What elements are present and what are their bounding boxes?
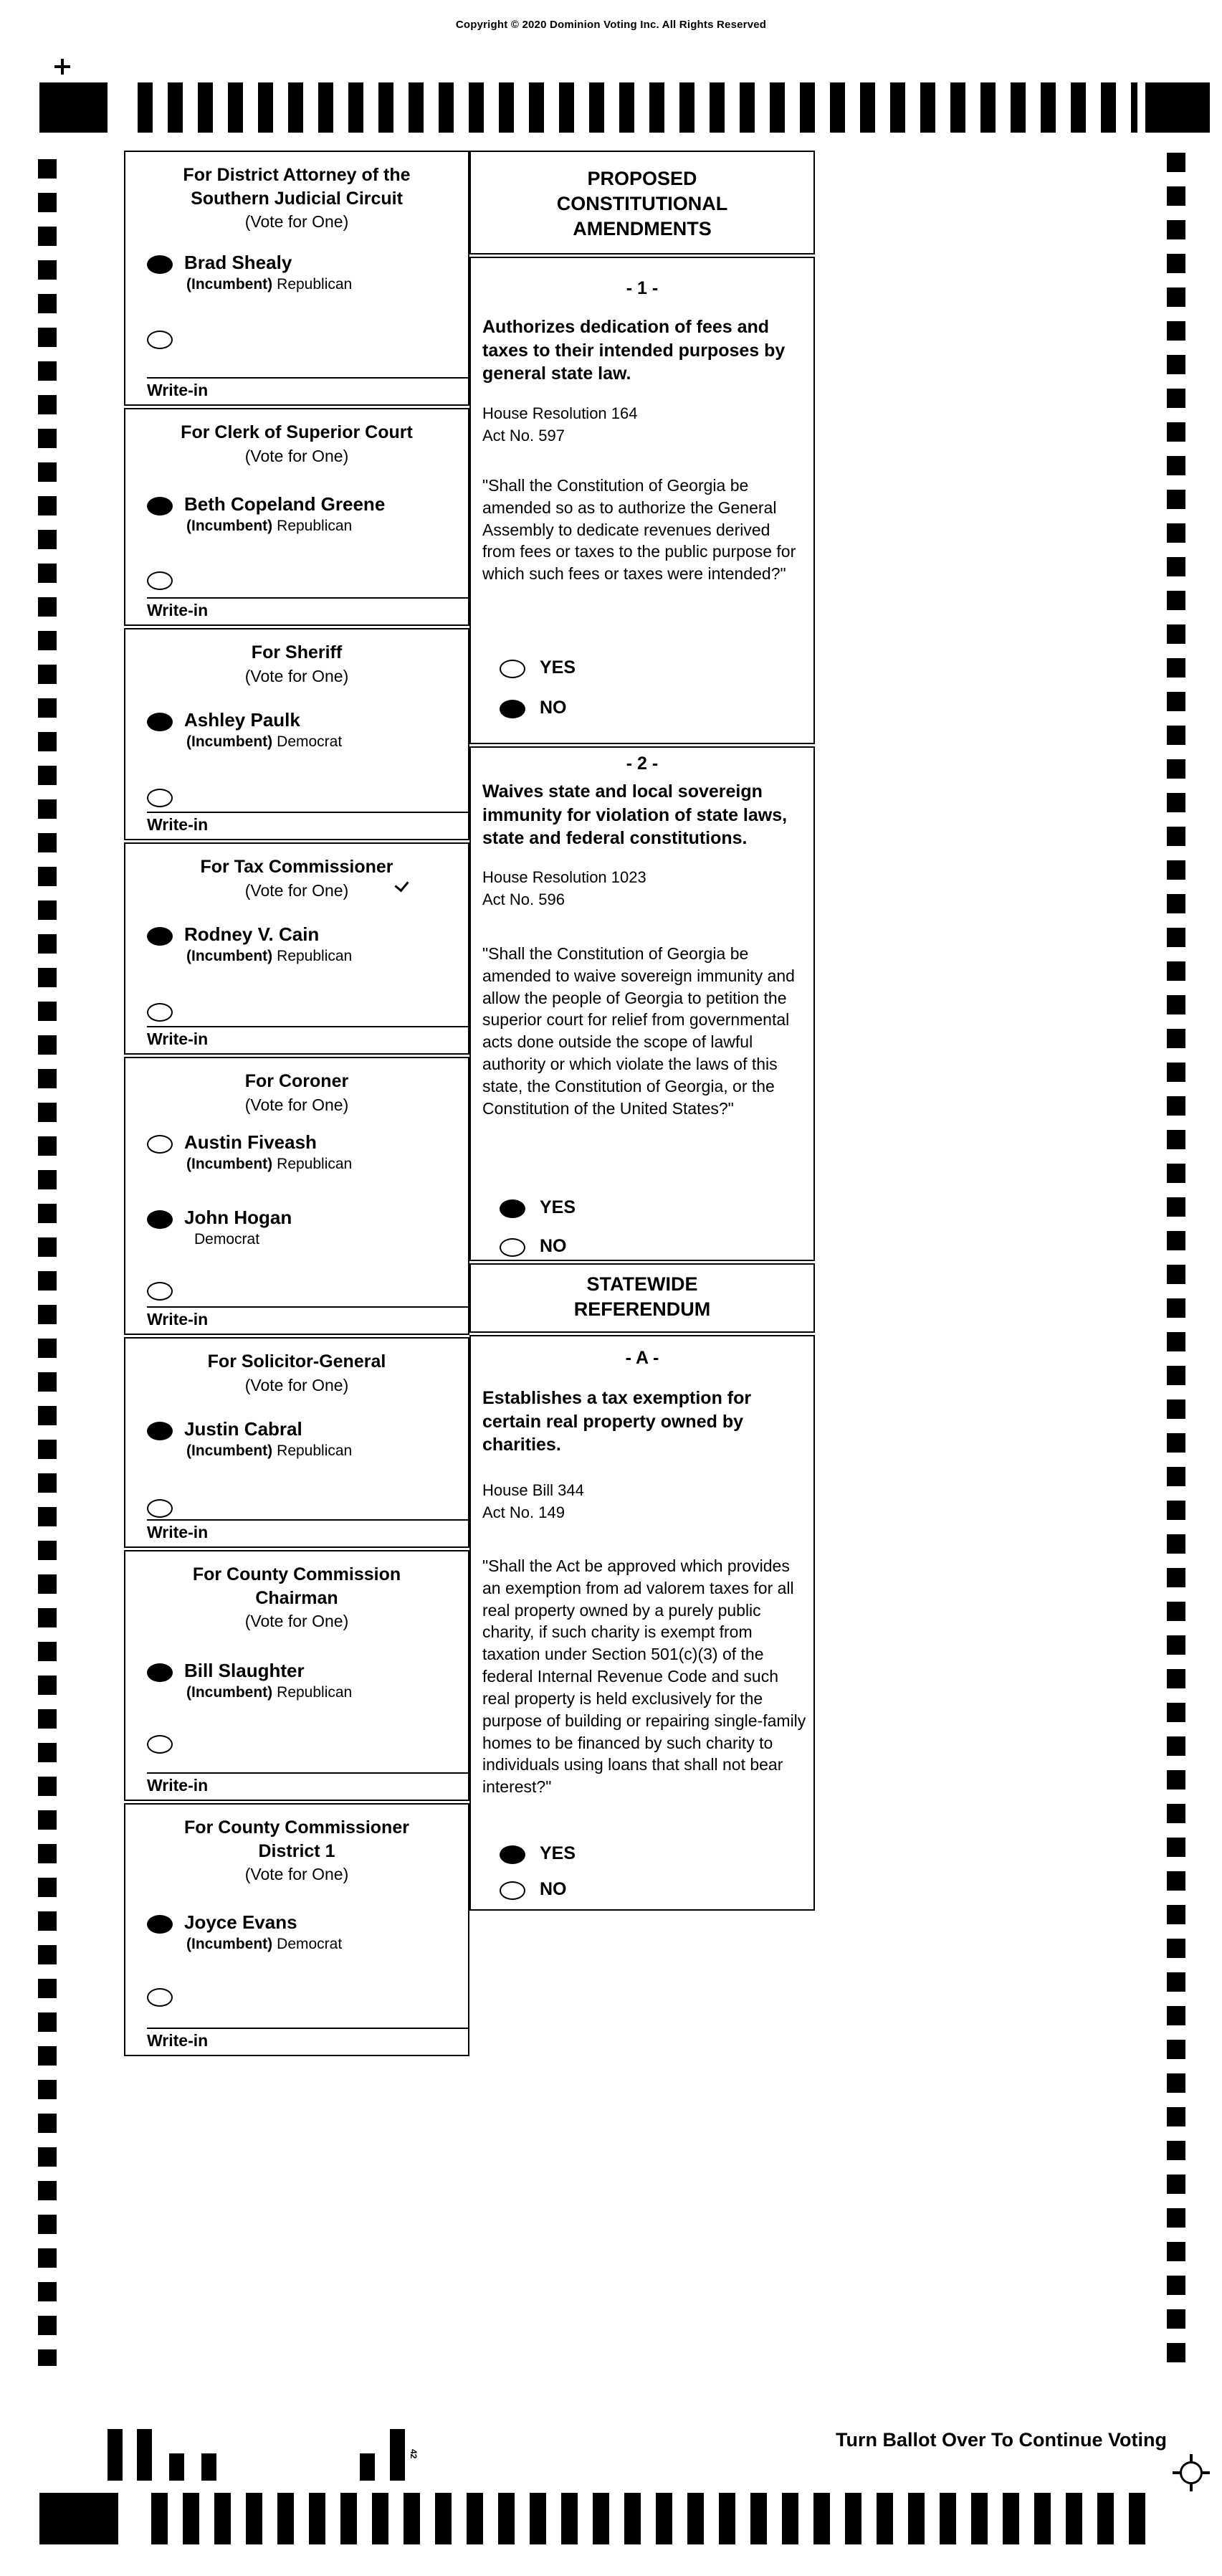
party-label: Republican bbox=[277, 947, 353, 964]
candidate-party bbox=[184, 518, 385, 535]
blank-oval[interactable] bbox=[147, 789, 173, 807]
vote-for-instruction: (Vote for One) bbox=[244, 666, 349, 685]
contest-title bbox=[125, 629, 468, 665]
party-label: Republican bbox=[277, 1683, 353, 1701]
incumbent-label: (Incumbent) bbox=[186, 1442, 273, 1459]
write-in-area[interactable]: Write-in bbox=[147, 597, 468, 620]
measure-summary: Waives state and local sovereign immunity for violation of state laws, state and federal constitutions. bbox=[482, 781, 788, 848]
measure-references bbox=[482, 1480, 584, 1524]
write-in-oval-row bbox=[147, 1000, 462, 1022]
contest-coroner bbox=[124, 1057, 469, 1335]
candidate-party bbox=[184, 1684, 352, 1701]
candidate-oval[interactable] bbox=[147, 255, 173, 274]
candidate-party bbox=[184, 733, 342, 751]
contest-title-line: District 1 bbox=[258, 1840, 335, 1861]
blank-oval[interactable] bbox=[147, 1003, 173, 1022]
contest-sheriff bbox=[124, 628, 469, 840]
candidate-name: Beth Copeland Greene bbox=[184, 493, 386, 515]
candidate-row bbox=[147, 710, 462, 751]
yes-label: YES bbox=[540, 657, 576, 678]
registration-crosshair-icon bbox=[1173, 2454, 1210, 2491]
yes-label: YES bbox=[540, 1843, 576, 1863]
measure-ref-line: Act No. 596 bbox=[482, 890, 565, 908]
timing-marks-top bbox=[138, 82, 1137, 133]
contest-county-commission-chairman bbox=[124, 1550, 469, 1801]
no-label: NO bbox=[540, 1235, 567, 1256]
candidate-party bbox=[184, 1156, 352, 1173]
measure-number: - A - bbox=[625, 1348, 659, 1368]
party-label: Republican bbox=[277, 1155, 353, 1172]
contest-title bbox=[125, 1805, 468, 1863]
contest-title-line: For County Commissioner bbox=[184, 1817, 409, 1838]
candidate-oval[interactable] bbox=[147, 1210, 173, 1229]
write-in-area[interactable]: Write-in bbox=[147, 812, 468, 835]
vote-for-instruction: (Vote for One) bbox=[244, 1865, 349, 1883]
contest-title-line: For Clerk of Superior Court bbox=[181, 422, 413, 442]
measure-number: - 1 - bbox=[626, 278, 659, 298]
write-in-oval-row bbox=[147, 569, 462, 590]
candidate-name: Austin Fiveash bbox=[184, 1131, 317, 1153]
measure-references bbox=[482, 403, 637, 447]
blank-oval[interactable] bbox=[147, 571, 173, 590]
contest-title-line: For Solicitor-General bbox=[207, 1351, 386, 1372]
incumbent-label: (Incumbent) bbox=[186, 1935, 273, 1952]
party-label: Republican bbox=[277, 275, 353, 293]
timing-block-bottom-left bbox=[39, 2493, 118, 2544]
header-line: AMENDMENTS bbox=[573, 218, 712, 240]
candidate-name: Justin Cabral bbox=[184, 1418, 302, 1440]
contest-title-line: For Sheriff bbox=[251, 642, 343, 662]
timing-block-top-right bbox=[1145, 82, 1210, 133]
candidate-info bbox=[184, 252, 352, 293]
no-oval[interactable] bbox=[500, 700, 525, 718]
contest-title bbox=[125, 1339, 468, 1374]
contest-title-line: For Tax Commissioner bbox=[200, 857, 393, 877]
contest-county-commissioner-district-1 bbox=[124, 1803, 469, 2056]
vote-for-instruction: (Vote for One) bbox=[244, 446, 349, 465]
write-in-area[interactable]: Write-in bbox=[147, 2028, 468, 2050]
contest-title-line: For County Commission bbox=[192, 1564, 401, 1584]
candidate-name: Brad Shealy bbox=[184, 252, 292, 273]
contest-title-line: Southern Judicial Circuit bbox=[191, 188, 403, 209]
no-option-row bbox=[500, 1878, 567, 1900]
write-in-oval-row bbox=[147, 1496, 462, 1518]
measure-summary: Authorizes dedication of fees and taxes to their intended purposes by general state law. bbox=[482, 317, 786, 384]
yes-oval[interactable] bbox=[500, 1845, 525, 1864]
measure-ref-line: House Bill 344 bbox=[482, 1481, 584, 1499]
copyright-line: Copyright © 2020 Dominion Voting Inc. All Rights Reserved bbox=[455, 19, 767, 31]
referendum-a bbox=[469, 1335, 815, 1911]
candidate-name: John Hogan bbox=[184, 1207, 292, 1228]
contest-title-line: For Coroner bbox=[244, 1071, 349, 1091]
measure-question: "Shall the Act be approved which provides an exemption from ad valorem taxes for all real property owned by a purely public charity, if such charity is exempt from taxation under Section 501(c)(3) of the federal Internal Revenue Code and such real property is held exclusively for the purpose of building or repairing single-family homes to be financed by such charity to individuals using loans that shall not bear interest?" bbox=[482, 1556, 806, 1797]
no-option-row bbox=[500, 697, 567, 718]
header-line: PROPOSED bbox=[587, 168, 697, 189]
blank-oval[interactable] bbox=[147, 1988, 173, 2007]
contest-tax-commissioner bbox=[124, 842, 469, 1055]
header-line: CONSTITUTIONAL bbox=[556, 193, 728, 215]
candidate-info bbox=[184, 1660, 352, 1701]
incumbent-label: (Incumbent) bbox=[186, 275, 273, 293]
barcode-bar bbox=[201, 2453, 216, 2481]
timing-mark-column-right bbox=[1167, 153, 1185, 2367]
contest-title bbox=[125, 152, 468, 210]
no-oval[interactable] bbox=[500, 1881, 525, 1900]
measure-ref-line: House Resolution 1023 bbox=[482, 868, 646, 886]
candidate-party bbox=[184, 948, 352, 965]
measure-ref-line: Act No. 597 bbox=[482, 426, 565, 445]
candidate-oval[interactable] bbox=[147, 1422, 173, 1440]
candidate-oval[interactable] bbox=[147, 713, 173, 731]
vote-for-instruction: (Vote for One) bbox=[244, 880, 349, 900]
barcode-digits: 42 bbox=[409, 2449, 419, 2459]
write-in-area[interactable]: Write-in bbox=[147, 1026, 468, 1049]
contest-title bbox=[125, 844, 468, 879]
contest-column bbox=[124, 151, 469, 2058]
incumbent-label: (Incumbent) bbox=[186, 1155, 273, 1172]
timing-marks-bottom bbox=[151, 2493, 1160, 2544]
candidate-name: Rodney V. Cain bbox=[184, 923, 320, 945]
yes-option-row bbox=[500, 657, 576, 678]
contest-solicitor-general bbox=[124, 1337, 469, 1548]
incumbent-label: (Incumbent) bbox=[186, 517, 273, 534]
write-in-area[interactable]: Write-in bbox=[147, 1519, 468, 1542]
contest-district-attorney bbox=[124, 151, 469, 406]
contest-title bbox=[125, 1551, 468, 1610]
candidate-row bbox=[147, 924, 462, 965]
candidate-row bbox=[147, 252, 462, 293]
candidate-name: Ashley Paulk bbox=[184, 709, 300, 731]
incumbent-label: (Incumbent) bbox=[186, 947, 273, 964]
party-label: Democrat bbox=[194, 1230, 260, 1247]
contest-clerk-superior-court bbox=[124, 408, 469, 626]
measure-number: - 2 - bbox=[626, 754, 659, 774]
no-oval[interactable] bbox=[500, 1238, 525, 1257]
candidate-party bbox=[184, 1231, 292, 1248]
turn-ballot-over-text: Turn Ballot Over To Continue Voting bbox=[836, 2429, 1167, 2451]
vote-for-instruction: (Vote for One) bbox=[244, 1612, 349, 1630]
candidate-oval[interactable] bbox=[147, 927, 173, 946]
timing-block-top-left bbox=[39, 82, 108, 133]
registration-plus-icon bbox=[54, 59, 70, 75]
blank-oval[interactable] bbox=[147, 1735, 173, 1754]
candidate-name: Joyce Evans bbox=[184, 1911, 297, 1933]
candidate-info bbox=[184, 1132, 352, 1173]
candidate-row bbox=[147, 1132, 462, 1173]
measure-summary: Establishes a tax exemption for certain real property owned by charities. bbox=[482, 1388, 752, 1455]
amendment-1 bbox=[469, 257, 815, 744]
barcode-bar bbox=[360, 2453, 375, 2481]
candidate-info bbox=[184, 1912, 342, 1953]
no-label: NO bbox=[540, 697, 567, 718]
write-in-oval-row bbox=[147, 328, 462, 349]
header-line: STATEWIDE bbox=[586, 1273, 698, 1295]
no-option-row bbox=[500, 1235, 567, 1257]
contest-title-line: For District Attorney of the bbox=[183, 165, 411, 185]
candidate-name: Bill Slaughter bbox=[184, 1660, 305, 1681]
candidate-info bbox=[184, 924, 352, 965]
yes-option-row bbox=[500, 1843, 576, 1864]
measures-column bbox=[469, 151, 815, 1913]
write-in-area[interactable]: Write-in bbox=[147, 377, 468, 400]
write-in-oval-row bbox=[147, 1279, 462, 1301]
candidate-party bbox=[184, 1936, 342, 1953]
timing-mark-column-left bbox=[38, 159, 57, 2366]
incumbent-label: (Incumbent) bbox=[186, 733, 273, 750]
candidate-oval[interactable] bbox=[147, 497, 173, 515]
incumbent-label: (Incumbent) bbox=[186, 1683, 273, 1701]
candidate-oval[interactable] bbox=[147, 1663, 173, 1682]
write-in-area[interactable]: Write-in bbox=[147, 1772, 468, 1795]
write-in-oval-row bbox=[147, 1985, 462, 2007]
vote-for-instruction: (Vote for One) bbox=[244, 212, 349, 231]
candidate-info bbox=[184, 1207, 292, 1248]
barcode-bar bbox=[169, 2453, 184, 2481]
write-in-oval-row bbox=[147, 786, 462, 807]
party-label: Republican bbox=[277, 1442, 353, 1459]
contest-title-line: Chairman bbox=[255, 1587, 338, 1608]
yes-oval[interactable] bbox=[500, 660, 525, 678]
candidate-info bbox=[184, 494, 385, 535]
amendments-header bbox=[469, 151, 815, 255]
barcode-bar bbox=[137, 2429, 152, 2481]
amendment-2 bbox=[469, 746, 815, 1261]
party-label: Democrat bbox=[277, 733, 343, 750]
candidate-row bbox=[147, 1912, 462, 1953]
candidate-row bbox=[147, 1660, 462, 1701]
candidate-oval[interactable] bbox=[147, 1135, 173, 1154]
blank-oval[interactable] bbox=[147, 331, 173, 349]
candidate-row bbox=[147, 1207, 462, 1248]
measure-ref-line: Act No. 149 bbox=[482, 1503, 565, 1521]
write-in-area[interactable]: Write-in bbox=[147, 1306, 468, 1329]
yes-option-row bbox=[500, 1197, 576, 1218]
vote-for-instruction: (Vote for One) bbox=[244, 1095, 349, 1114]
measure-question: "Shall the Constitution of Georgia be amended so as to authorize the General Assembly to dedicate revenues derived from fees or taxes to the public purpose for which such fees or taxes were intended?" bbox=[482, 476, 796, 584]
measure-references bbox=[482, 867, 646, 911]
barcode-bar bbox=[108, 2429, 123, 2481]
party-label: Republican bbox=[277, 517, 353, 534]
vote-for-instruction: (Vote for One) bbox=[244, 1375, 349, 1394]
contest-title bbox=[125, 409, 468, 445]
measure-ref-line: House Resolution 164 bbox=[482, 404, 638, 422]
yes-oval[interactable] bbox=[500, 1199, 525, 1218]
blank-oval[interactable] bbox=[147, 1282, 173, 1301]
party-label: Democrat bbox=[277, 1935, 343, 1952]
yes-label: YES bbox=[540, 1197, 576, 1217]
barcode-bar bbox=[390, 2429, 405, 2481]
candidate-party bbox=[184, 276, 352, 293]
candidate-info bbox=[184, 1419, 352, 1460]
candidate-party bbox=[184, 1443, 352, 1460]
contest-title bbox=[125, 1058, 468, 1093]
referendum-header bbox=[469, 1263, 815, 1333]
candidate-row bbox=[147, 1419, 462, 1460]
candidate-row bbox=[147, 494, 462, 535]
write-in-oval-row bbox=[147, 1732, 462, 1754]
crosshair-ring bbox=[1180, 2461, 1203, 2484]
no-label: NO bbox=[540, 1878, 567, 1899]
candidate-info bbox=[184, 710, 342, 751]
header-line: REFERENDUM bbox=[573, 1298, 711, 1321]
candidate-oval[interactable] bbox=[147, 1915, 173, 1934]
measure-question: "Shall the Constitution of Georgia be amended to waive sovereign immunity and allow the people of Georgia to petition the superior court for relief from governmental acts done outside the scope of lawful authority or which violate the laws of this state, the Constitution of Georgia, or the Constitution of the United States?" bbox=[482, 944, 795, 1118]
blank-oval[interactable] bbox=[147, 1499, 173, 1518]
